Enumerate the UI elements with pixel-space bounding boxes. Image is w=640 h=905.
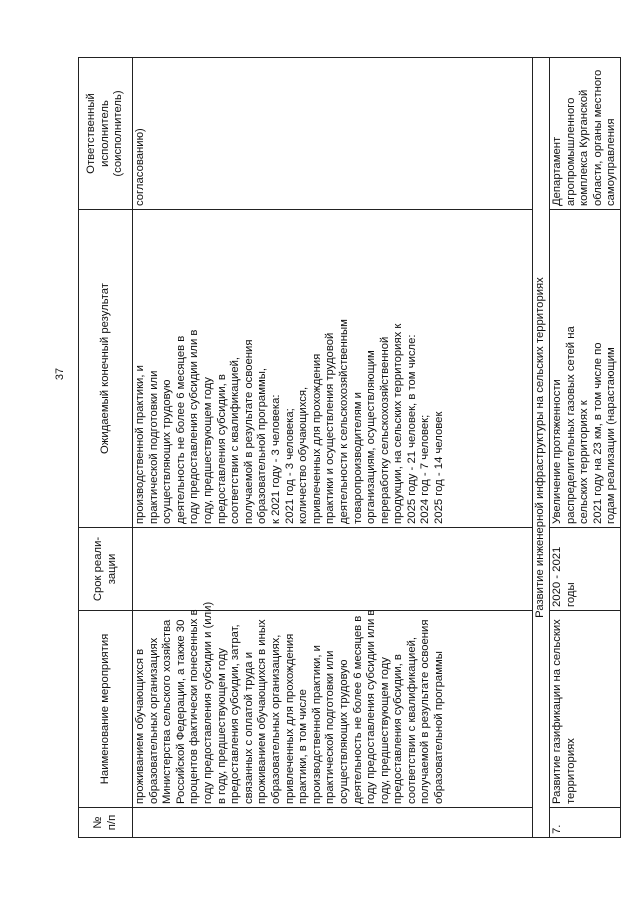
text-line: товаропроизводителям и bbox=[351, 392, 364, 524]
text-line: привлеченных для прохождения bbox=[283, 633, 296, 804]
text-line: 2025 году - 21 человек, в том числе: bbox=[405, 334, 418, 524]
text-line: соответствии с квалификацией, bbox=[405, 636, 418, 804]
row7-executor bbox=[550, 58, 621, 210]
text-line: деятельность не более 6 месяцев в bbox=[174, 335, 187, 524]
table-row bbox=[550, 58, 621, 838]
text-line: практической подготовки или bbox=[147, 370, 160, 524]
text-line: осуществляющих трудовую bbox=[161, 379, 174, 524]
section-row bbox=[533, 58, 550, 838]
text-line: 2025 год - 14 человек bbox=[433, 411, 446, 524]
text-line: образовательной программы, bbox=[256, 368, 269, 524]
row7-executor-lines bbox=[551, 61, 619, 206]
text-line: практики и осуществления трудовой bbox=[324, 332, 337, 524]
text-line: самоуправления bbox=[605, 118, 618, 206]
header-name: Наименование мероприятия bbox=[79, 611, 133, 808]
text-line: образовательных организациях, bbox=[269, 634, 282, 804]
text-line: в году, предшествующем году bbox=[215, 647, 228, 804]
cell-name bbox=[133, 601, 533, 808]
text-line: 2021 году на 23 км, в том числе по bbox=[591, 342, 604, 524]
text-line: предоставления субсидии, в bbox=[215, 374, 228, 524]
text-line: 2021 год - 3 человека; bbox=[283, 408, 296, 524]
text-line: году предоставления субсидии и (или) bbox=[201, 601, 214, 804]
page-number: 37 bbox=[54, 367, 66, 381]
text-line: годам реализации (нарастающим bbox=[605, 347, 618, 524]
row7-term bbox=[550, 528, 621, 611]
text-line: году предоставления субсидии или в bbox=[188, 329, 201, 524]
section-title: Развитие инженерной инфраструктуры на сельских территориях bbox=[533, 58, 550, 838]
text-line: переработку сельскохозяйственной bbox=[378, 336, 391, 524]
text-line: территориях bbox=[564, 738, 577, 804]
text-line: Увеличение протяженности bbox=[551, 379, 563, 524]
text-line: продукции, на сельских территориях к bbox=[392, 323, 405, 524]
text-line: деятельность не более 6 месяцев в bbox=[351, 615, 364, 804]
text-line: Министерства сельского хозяйства bbox=[161, 619, 174, 804]
text-line: комплекса Курганской bbox=[578, 89, 591, 206]
rotated-page bbox=[78, 58, 618, 838]
table-row bbox=[133, 58, 533, 838]
text-line: году, предшествующем году bbox=[378, 657, 391, 804]
header-row bbox=[79, 58, 133, 838]
text-line: году, предшествующем году bbox=[201, 377, 214, 524]
text-line: производственной практики, и bbox=[310, 645, 323, 804]
name-lines bbox=[134, 601, 447, 804]
cell-num bbox=[133, 808, 533, 838]
text-line: привлеченных для прохождения bbox=[310, 353, 323, 524]
text-line: получаемой в результате освоения bbox=[242, 339, 255, 524]
text-line: деятельности к сельскохозяйственным bbox=[337, 319, 350, 524]
header-term: Срок реали- зации bbox=[79, 528, 133, 611]
cell-executor bbox=[133, 58, 533, 210]
text-line: к 2021 году - 3 человека: bbox=[269, 394, 282, 524]
text-line: образовательной программы bbox=[433, 651, 446, 804]
text-line: образовательных организациях bbox=[147, 637, 160, 804]
text-line: производственной практики, и bbox=[134, 365, 146, 524]
row7-name bbox=[550, 611, 621, 808]
text-line: предоставления субсидии, затрат, bbox=[229, 624, 242, 804]
header-executor: Ответственный исполнитель (соисполнитель) bbox=[79, 58, 133, 210]
text-line: Российской Федерации, а также 30 bbox=[174, 619, 187, 804]
header-result: Ожидаемый конечный результат bbox=[79, 210, 133, 528]
measures-table bbox=[78, 57, 621, 838]
text-line: организациям, осуществляющим bbox=[365, 350, 378, 524]
text-line: осуществляющих трудовую bbox=[337, 659, 350, 804]
text-line: 2024 год - 7 человек; bbox=[419, 414, 432, 524]
text-line: распределительных газовых сетей на bbox=[564, 326, 577, 524]
text-line: агропромышленного bbox=[564, 97, 577, 206]
text-line: области, органы местного bbox=[591, 69, 604, 206]
text-line: соответствии с квалификацией, bbox=[229, 356, 242, 524]
row7-result-lines bbox=[551, 213, 619, 524]
row7-result bbox=[550, 210, 621, 528]
cell-term bbox=[133, 528, 533, 611]
text-line: Департамент bbox=[551, 136, 563, 206]
cell-result bbox=[133, 210, 533, 528]
header-num: № п/п bbox=[79, 808, 133, 838]
row7-name-lines bbox=[551, 614, 578, 804]
executor-text: согласованию) bbox=[134, 128, 146, 206]
text-line: 2020 - 2021 bbox=[551, 546, 563, 607]
text-line: проживанием обучающихся в bbox=[134, 648, 146, 804]
text-line: сельских территориях к bbox=[578, 400, 591, 524]
text-line: практики, в том числе bbox=[297, 689, 310, 804]
result-lines bbox=[134, 213, 447, 524]
row7-num: 7. bbox=[550, 808, 621, 838]
text-line: процентов фактически понесенных в bbox=[188, 609, 201, 804]
text-line: проживанием обучающихся в иных bbox=[256, 619, 269, 804]
text-line: Развитие газификации на сельских bbox=[551, 619, 563, 804]
text-line: связанных с оплатой труда и bbox=[242, 651, 255, 804]
text-line: получаемой в результате освоения bbox=[419, 619, 432, 804]
row7-term-lines bbox=[551, 531, 578, 607]
text-line: практической подготовки или bbox=[324, 650, 337, 804]
text-line: количество обучающихся, bbox=[297, 386, 310, 524]
text-line: году предоставления субсидии или в bbox=[365, 609, 378, 804]
text-line: годы bbox=[564, 582, 577, 607]
text-line: предоставления субсидии, в bbox=[392, 654, 405, 804]
